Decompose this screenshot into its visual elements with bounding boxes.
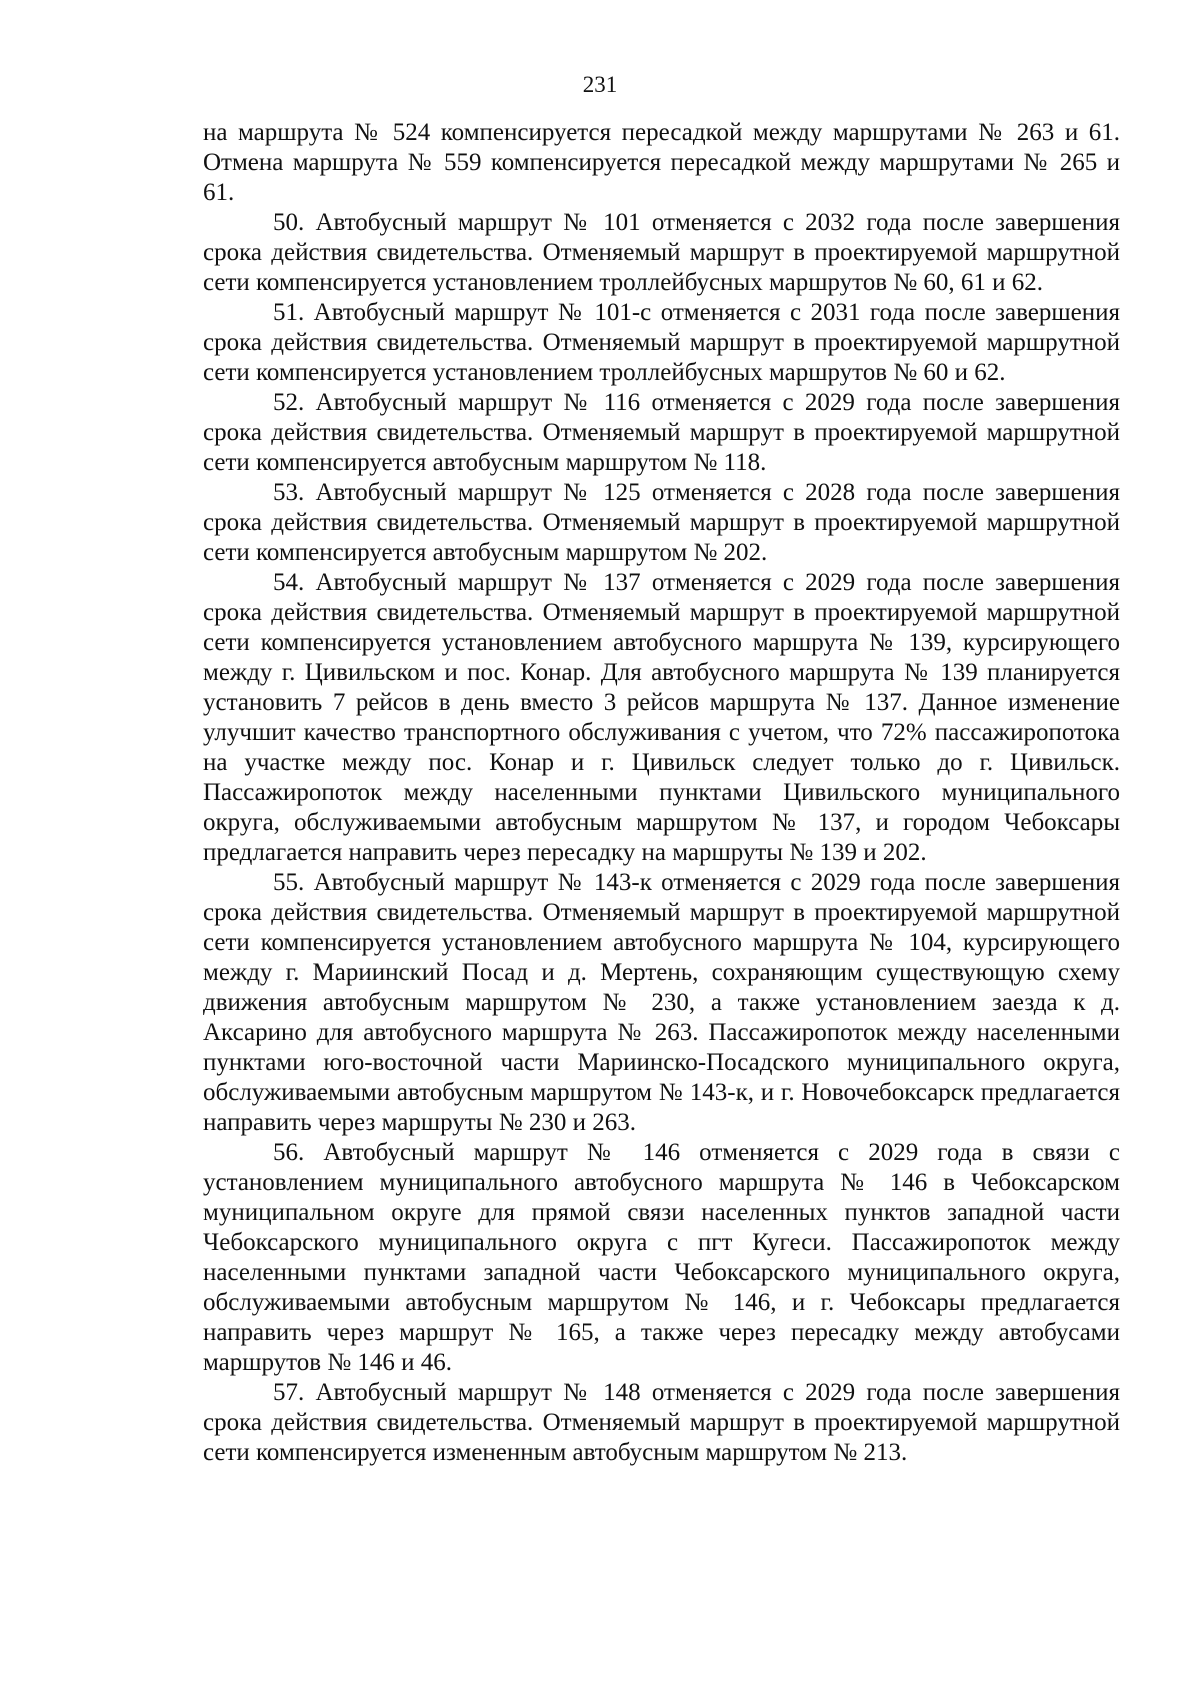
paragraph-item-54: 54. Автобусный маршрут № 137 отменяется с 2029 года после завершения срока действия свидетельства. Отменяемый маршрут в проектируемой маршрутной сети компенсируется установлением автобусного маршрута № 139, курсирующего между г. Цивильском и пос. Конар. Для автобусного маршрута № 139 планируется установить 7 рейсов в день вместо 3 рейсов маршрута № 137. Данное изменение улучшит качество транспортного обслуживания с учетом, что 72% пассажиропотока на участке между пос. Конар и г. Цивильск следует только до г. Цивильск. Пассажиропоток между населенными пунктами Цивильского муниципального округа, обслуживаемыми автобусным маршрутом № 137, и городом Чебоксары предлагается направить через пересадку на маршруты № 139 и 202. (203, 569, 1120, 866)
paragraph-item-53: 53. Автобусный маршрут № 125 отменяется с 2028 года после завершения срока действия свидетельства. Отменяемый маршрут в проектируемой маршрутной сети компенсируется автобусным маршрутом № 202. (203, 479, 1120, 566)
paragraph-item-56: 56. Автобусный маршрут № 146 отменяется с 2029 года в связи с установлением муниципального автобусного маршрута № 146 в Чебоксарском муниципальном округе для прямой связи населенных пунктов западной части Чебоксарского муниципального округа с пгт Кугеси. Пассажиропоток между населенными пунктами западной части Чебоксарского муниципального округа, обслуживаемыми автобусным маршрутом № 146, и г. Чебоксары предлагается направить через маршрут № 165, а также через пересадку между автобусами маршрутов № 146 и 46. (203, 1139, 1120, 1376)
paragraph-item-51: 51. Автобусный маршрут № 101-с отменяется с 2031 года после завершения срока действия свидетельства. Отменяемый маршрут в проектируемой маршрутной сети компенсируется установлением троллейбусных маршрутов № 60 и 62. (203, 299, 1120, 386)
paragraph-item-52: 52. Автобусный маршрут № 116 отменяется с 2029 года после завершения срока действия свидетельства. Отменяемый маршрут в проектируемой маршрутной сети компенсируется автобусным маршрутом № 118. (203, 389, 1120, 476)
page-number: 231 (582, 72, 618, 97)
document-body (203, 118, 1120, 1468)
paragraph-continuation: на маршрута № 524 компенсируется пересадкой между маршрутами № 263 и 61. Отмена маршрута № 559 компенсируется пересадкой между маршрутами № 265 и 61. (203, 119, 1120, 206)
paragraph-item-50: 50. Автобусный маршрут № 101 отменяется с 2032 года после завершения срока действия свидетельства. Отменяемый маршрут в проектируемой маршрутной сети компенсируется установлением троллейбусных маршрутов № 60, 61 и 62. (203, 209, 1120, 296)
paragraph-item-57: 57. Автобусный маршрут № 148 отменяется с 2029 года после завершения срока действия свидетельства. Отменяемый маршрут в проектируемой маршрутной сети компенсируется измененным автобусным маршрутом № 213. (203, 1379, 1120, 1466)
paragraph-item-55: 55. Автобусный маршрут № 143-к отменяется с 2029 года после завершения срока действия свидетельства. Отменяемый маршрут в проектируемой маршрутной сети компенсируется установлением автобусного маршрута № 104, курсирующего между г. Мариинский Посад и д. Мертень, сохраняющим существующую схему движения автобусным маршрутом № 230, а также установлением заезда к д. Аксарино для автобусного маршрута № 263. Пассажиропоток между населенными пунктами юго-восточной части Мариинско-Посадского муниципального округа, обслуживаемыми автобусным маршрутом № 143-к, и г. Новочебоксарск предлагается направить через маршруты № 230 и 263. (203, 869, 1120, 1136)
